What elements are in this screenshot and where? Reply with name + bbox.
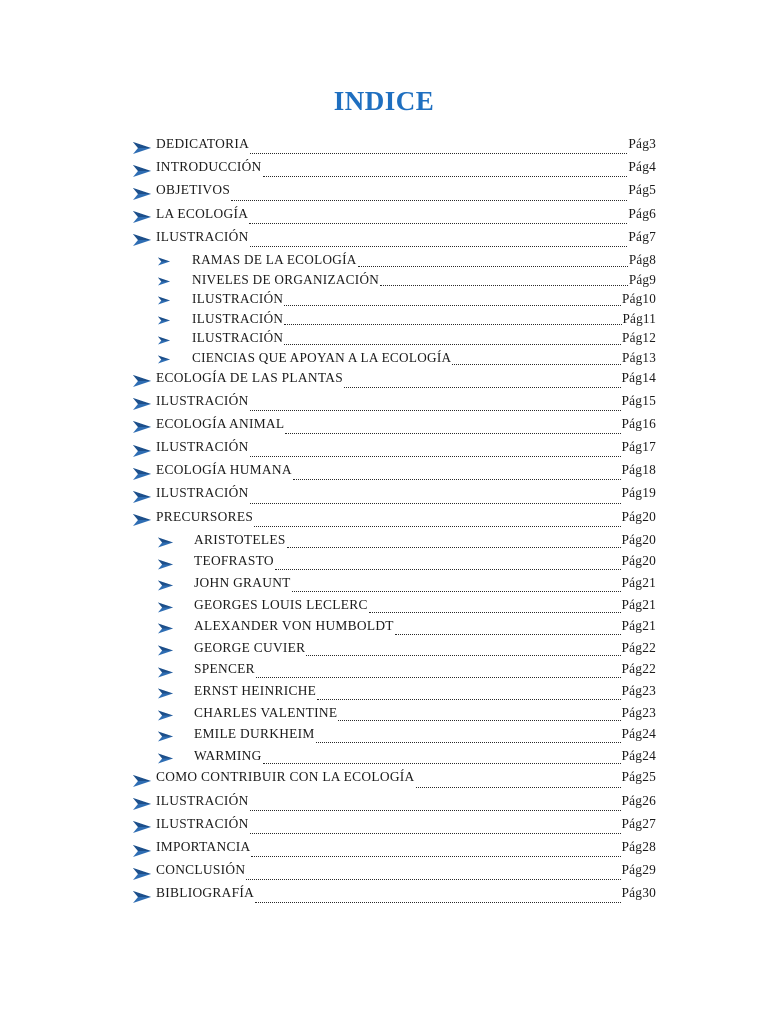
dot-leader — [317, 698, 620, 700]
toc-entry-page: Pág10 — [622, 291, 656, 307]
dot-leader — [395, 633, 621, 635]
toc-entry[interactable] — [158, 532, 656, 554]
toc-entry-page: Pág4 — [628, 159, 656, 175]
arrow-bullet-icon — [158, 537, 173, 548]
toc-entry[interactable] — [158, 597, 656, 619]
dot-leader — [275, 568, 621, 570]
dot-leader — [263, 175, 628, 177]
dot-leader — [246, 878, 620, 880]
dot-leader — [284, 304, 621, 306]
toc-entry-label: WARMING — [194, 747, 262, 763]
arrow-bullet-icon — [133, 211, 151, 223]
dot-leader — [251, 855, 620, 857]
toc-entry[interactable] — [133, 816, 656, 839]
toc-entry-page: Pág27 — [621, 815, 656, 831]
dot-leader — [250, 832, 621, 834]
toc-entry-label: OBJETIVOS — [156, 182, 231, 198]
arrow-bullet-icon — [133, 142, 151, 154]
toc-entry-label: EMILE DURKHEIM — [194, 726, 315, 742]
toc-entry-page: Pág8 — [628, 251, 656, 267]
toc-entry-page: Pág15 — [621, 392, 656, 408]
toc-entry-label: ILUSTRACIÓN — [192, 310, 284, 326]
toc-entry-page: Pág30 — [621, 885, 656, 901]
arrow-bullet-icon — [158, 355, 170, 364]
arrow-bullet-icon — [158, 316, 170, 325]
dot-leader — [250, 502, 621, 504]
toc-entry-label: SPENCER — [194, 661, 255, 677]
toc-entry-page: Pág6 — [628, 205, 656, 221]
toc-entry-label: JOHN GRAUNT — [194, 575, 291, 590]
toc-entry-page: Pág22 — [621, 639, 656, 655]
toc-entry-page: Pág9 — [628, 271, 656, 287]
toc-entry-label: PRECURSORES — [156, 508, 254, 524]
toc-entry[interactable] — [133, 182, 656, 205]
dot-leader — [306, 654, 620, 656]
dot-leader — [338, 719, 620, 721]
toc-entry-label: ILUSTRACIÓN — [156, 485, 249, 501]
dot-leader — [256, 676, 621, 678]
toc-entry-label: ECOLOGÍA DE LAS PLANTAS — [156, 369, 343, 385]
toc-entry[interactable] — [158, 291, 656, 311]
arrow-bullet-icon — [133, 445, 151, 457]
arrow-bullet-icon — [158, 688, 173, 699]
arrow-bullet-icon — [133, 491, 151, 503]
table-of-contents — [0, 136, 768, 908]
toc-entry[interactable] — [133, 206, 656, 229]
arrow-bullet-icon — [158, 753, 173, 764]
toc-entry-page: Pág23 — [621, 704, 656, 720]
dot-leader — [358, 265, 628, 267]
toc-entry-page: Pág24 — [621, 747, 656, 763]
toc-entry-label: INTRODUCCIÓN — [156, 159, 262, 175]
dot-leader — [344, 386, 621, 388]
arrow-bullet-icon — [158, 710, 173, 721]
arrow-bullet-icon — [133, 514, 151, 526]
toc-entry-label: ECOLOGÍA ANIMAL — [156, 415, 285, 431]
dot-leader — [284, 343, 621, 345]
arrow-bullet-icon — [133, 421, 151, 433]
toc-entry-page: Pág21 — [621, 618, 656, 634]
arrow-bullet-icon — [158, 623, 173, 634]
toc-entry[interactable] — [133, 416, 656, 439]
toc-entry-label: NIVELES DE ORGANIZACIÓN — [192, 271, 380, 287]
toc-entry-page: Pág14 — [621, 369, 656, 385]
toc-entry-page: Pág16 — [621, 415, 656, 431]
toc-entry-label: ILUSTRACIÓN — [156, 439, 249, 455]
toc-entry-label: ALEXANDER VON HUMBOLDT — [194, 618, 394, 634]
toc-entry[interactable] — [133, 462, 656, 485]
page-title: INDICE — [333, 86, 435, 116]
toc-entry-page: Pág21 — [621, 575, 656, 590]
toc-entry[interactable] — [133, 439, 656, 462]
toc-entry-page: Pág5 — [628, 182, 656, 198]
toc-entry-label: ILUSTRACIÓN — [156, 815, 249, 831]
toc-entry[interactable] — [158, 553, 656, 575]
dot-leader — [416, 786, 621, 788]
toc-entry[interactable] — [133, 862, 656, 885]
toc-entry-page: Pág22 — [621, 661, 656, 677]
dot-leader — [293, 478, 621, 480]
toc-entry-label: ECOLOGÍA HUMANA — [156, 462, 292, 478]
toc-entry-page: Pág24 — [621, 726, 656, 742]
dot-leader — [292, 590, 621, 592]
toc-entry[interactable] — [133, 370, 656, 393]
toc-entry[interactable] — [158, 705, 656, 727]
arrow-bullet-icon — [158, 296, 170, 305]
dot-leader — [285, 432, 620, 434]
arrow-bullet-icon — [133, 845, 151, 857]
toc-entry[interactable] — [133, 159, 656, 182]
dot-leader — [369, 611, 621, 613]
toc-entry-label: GEORGES LOUIS LECLERC — [194, 596, 368, 612]
arrow-bullet-icon — [158, 667, 173, 678]
toc-entry-page: Pág21 — [621, 596, 656, 612]
toc-entry[interactable] — [133, 485, 656, 508]
dot-leader — [250, 152, 627, 154]
dot-leader — [250, 455, 621, 457]
toc-entry-page: Pág17 — [621, 439, 656, 455]
toc-entry-label: ILUSTRACIÓN — [156, 792, 249, 808]
arrow-bullet-icon — [133, 234, 151, 246]
arrow-bullet-icon — [133, 821, 151, 833]
toc-entry[interactable] — [158, 311, 656, 331]
toc-entry[interactable] — [158, 618, 656, 640]
toc-entry[interactable] — [133, 509, 656, 532]
toc-entry-label: LA ECOLOGÍA — [156, 205, 249, 221]
toc-entry[interactable] — [158, 726, 656, 748]
toc-entry[interactable] — [158, 330, 656, 350]
arrow-bullet-icon — [158, 336, 170, 345]
arrow-bullet-icon — [158, 602, 173, 613]
dot-leader — [263, 762, 621, 764]
toc-entry[interactable] — [158, 661, 656, 683]
toc-entry-label: ILUSTRACIÓN — [192, 291, 284, 307]
toc-entry[interactable] — [158, 640, 656, 662]
toc-entry-page: Pág26 — [621, 792, 656, 808]
toc-entry-label: COMO CONTRIBUIR CON LA ECOLOGÍA — [156, 769, 415, 785]
arrow-bullet-icon — [158, 559, 173, 570]
arrow-bullet-icon — [133, 891, 151, 903]
toc-entry[interactable] — [133, 793, 656, 816]
toc-entry-label: BIBLIOGRAFÍA — [156, 885, 255, 901]
toc-entry[interactable] — [158, 350, 656, 370]
arrow-bullet-icon — [158, 580, 173, 591]
arrow-bullet-icon — [133, 468, 151, 480]
toc-entry-label: ILUSTRACIÓN — [156, 392, 249, 408]
toc-entry-page: Pág23 — [621, 682, 656, 698]
arrow-bullet-icon — [158, 731, 173, 742]
toc-entry[interactable] — [133, 769, 656, 792]
arrow-bullet-icon — [133, 165, 151, 177]
toc-entry-label: CHARLES VALENTINE — [194, 704, 338, 720]
toc-entry[interactable] — [133, 393, 656, 416]
toc-entry[interactable] — [133, 885, 656, 908]
dot-leader — [254, 525, 620, 527]
arrow-bullet-icon — [158, 257, 170, 266]
toc-entry[interactable] — [158, 683, 656, 705]
toc-entry[interactable] — [133, 229, 656, 252]
toc-entry[interactable] — [158, 748, 656, 770]
dot-leader — [452, 363, 621, 365]
toc-entry-page: Pág20 — [621, 553, 656, 569]
arrow-bullet-icon — [133, 798, 151, 810]
toc-entry-page: Pág20 — [621, 508, 656, 524]
toc-entry[interactable] — [158, 272, 656, 292]
dot-leader — [250, 809, 621, 811]
toc-entry[interactable] — [133, 136, 656, 159]
toc-entry-page: Pág29 — [621, 862, 656, 878]
toc-entry-label: TEOFRASTO — [194, 553, 274, 569]
toc-entry-page: Pág11 — [622, 310, 656, 326]
dot-leader — [249, 222, 627, 224]
toc-entry[interactable] — [133, 839, 656, 862]
toc-entry-page: Pág3 — [628, 136, 656, 151]
arrow-bullet-icon — [133, 775, 151, 787]
toc-entry-label: CONCLUSIÓN — [156, 862, 246, 878]
arrow-bullet-icon — [158, 277, 170, 286]
toc-entry-label: GEORGE CUVIER — [194, 639, 306, 655]
toc-entry[interactable] — [158, 252, 656, 272]
toc-entry-page: Pág25 — [621, 769, 656, 785]
dot-leader — [380, 284, 628, 286]
toc-entry-label: CIENCIAS QUE APOYAN A LA ECOLOGÍA — [192, 349, 452, 365]
toc-entry-label: RAMAS DE LA ECOLOGÍA — [192, 251, 357, 267]
toc-entry-label: DEDICATORIA — [156, 136, 250, 151]
dot-leader — [250, 409, 621, 411]
toc-entry-page: Pág18 — [621, 462, 656, 478]
dot-leader — [250, 245, 628, 247]
toc-entry-page: Pág28 — [621, 838, 656, 854]
dot-leader — [231, 199, 627, 201]
arrow-bullet-icon — [158, 645, 173, 656]
toc-entry[interactable] — [158, 575, 656, 597]
dot-leader — [287, 546, 621, 548]
toc-entry-label: ILUSTRACIÓN — [192, 330, 284, 346]
toc-entry-page: Pág13 — [622, 349, 656, 365]
arrow-bullet-icon — [133, 188, 151, 200]
toc-entry-page: Pág7 — [628, 228, 656, 244]
arrow-bullet-icon — [133, 868, 151, 880]
dot-leader — [316, 741, 621, 743]
arrow-bullet-icon — [133, 375, 151, 387]
toc-entry-label: IMPORTANCIA — [156, 838, 251, 854]
dot-leader — [284, 323, 621, 325]
toc-entry-page: Pág19 — [621, 485, 656, 501]
toc-entry-label: ILUSTRACIÓN — [156, 228, 249, 244]
toc-entry-page: Pág20 — [621, 531, 656, 547]
toc-entry-label: ERNST HEINRICHE — [194, 682, 317, 698]
toc-entry-page: Pág12 — [622, 330, 656, 346]
toc-entry-label: ARISTOTELES — [194, 531, 286, 547]
dot-leader — [255, 901, 620, 903]
arrow-bullet-icon — [133, 398, 151, 410]
